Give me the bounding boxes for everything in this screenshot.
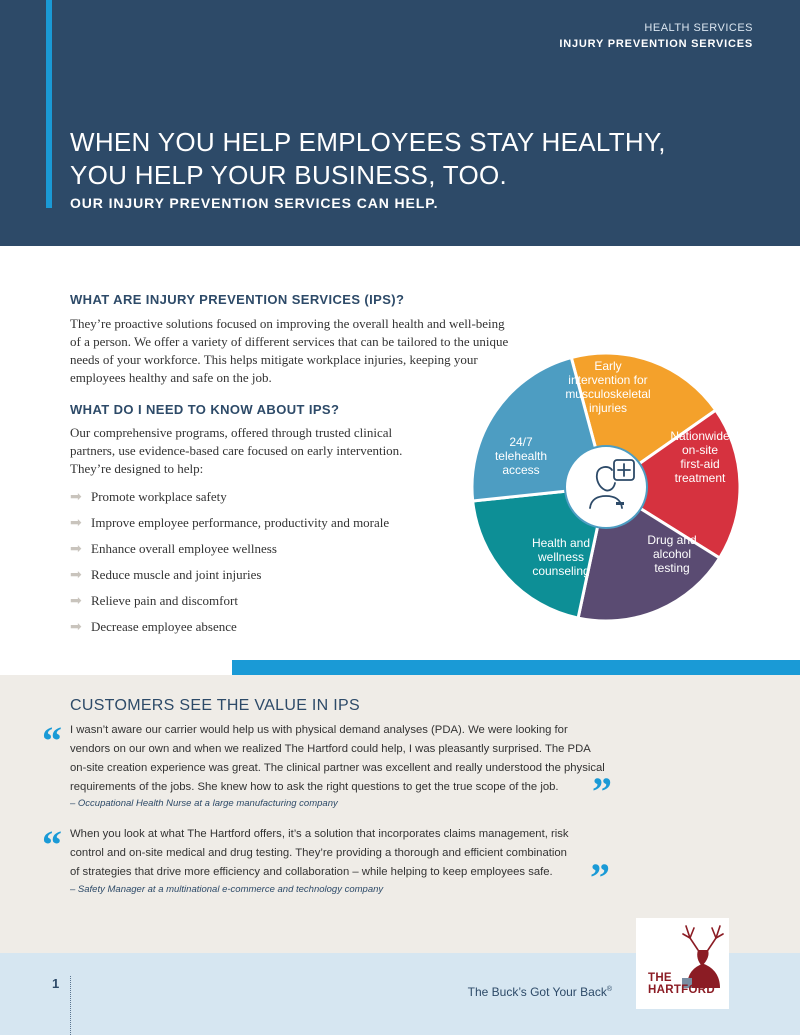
quote-line: on-site creation experience was great. The clinical partner was excellent and really understood the physical [70,762,605,774]
section-heading-what-to-know: WHAT DO I NEED TO KNOW ABOUT IPS? [70,402,340,417]
wheel-segment-label: 24/7 telehealth access [494,435,548,477]
service-label: INJURY PREVENTION SERVICES [559,38,753,50]
body-line: They’re designed to help: [70,461,204,476]
wheel-segment-label: Drug and alcohol testing [647,533,697,575]
list-item: ➡ Promote workplace safety [70,489,227,505]
testimonial-panel [0,675,800,953]
section-heading-what-are: WHAT ARE INJURY PREVENTION SERVICES (IPS)? [70,292,405,307]
logo-wordmark: THE HARTFORD [648,972,715,996]
hartford-logo [636,918,729,1009]
testimonials-heading: CUSTOMERS SEE THE VALUE IN IPS [70,697,360,714]
quote-line: When you look at what The Hartford offers, it’s a solution that incorporates claims management, risk [70,828,569,840]
arrow-right-icon: ➡ [70,567,82,583]
wheel-segment-label: Health and wellness counseling [531,536,591,578]
arrow-right-icon: ➡ [70,593,82,609]
service-wheel [470,350,740,630]
category-label: HEALTH SERVICES [644,22,753,34]
title-line-2: YOU HELP YOUR BUSINESS, TOO. [70,160,508,190]
open-quote-icon: “ [42,718,62,763]
close-quote-icon: ” [592,769,612,814]
hero-banner [0,0,800,246]
section2-body [70,424,402,478]
arrow-right-icon: ➡ [70,489,82,505]
title-line-1: WHEN YOU HELP EMPLOYEES STAY HEALTHY, [70,127,666,157]
testimonial-attribution: – Occupational Health Nurse at a large manufacturing company [70,798,338,809]
quote-line: of strategies that drive more efficiency and collaboration – while helping to keep employees safe. [70,866,553,878]
arrow-right-icon: ➡ [70,619,82,635]
body-line: of a person. We offer a variety of different services that can be tailored to the unique [70,334,509,349]
list-item: ➡ Relieve pain and discomfort [70,593,238,609]
list-item: ➡ Improve employee performance, productivity and morale [70,515,390,531]
page-number: 1 [52,976,60,991]
body-line: needs of your workforce. This helps mitigate workplace injuries, keeping your [70,352,478,367]
quote-line: I wasn’t aware our carrier would help us with physical demand analyses (PDA). We were looking for [70,724,568,736]
quote-line: control and on-site medical and drug testing. They’re providing a thorough and efficient combination [70,847,567,859]
page-divider [70,976,71,1035]
body-line: They’re proactive solutions focused on improving the overall health and well-being [70,316,505,331]
benefit-list [70,484,389,640]
testimonial-quote [70,721,630,797]
body-line: employees healthy and safe on the job. [70,370,272,385]
wheel-segment-label: Early intervention for musculoskeletal injuries [565,359,651,415]
close-quote-icon: ” [590,855,610,900]
testimonial-quote [70,825,630,882]
accent-bar [46,0,52,208]
page-title [70,126,750,192]
open-quote-icon: “ [42,822,62,867]
list-item: ➡ Enhance overall employee wellness [70,541,277,557]
arrow-right-icon: ➡ [70,515,82,531]
page-subtitle: OUR INJURY PREVENTION SERVICES CAN HELP. [70,195,439,211]
section1-body [70,315,508,387]
testimonial-attribution: – Safety Manager at a multinational e-commerce and technology company [70,884,384,895]
wheel-segment-label: Nationwide on-site first-aid treatment [670,429,730,485]
list-item: ➡ Decrease employee absence [70,619,237,635]
quote-line: vendors on our own and when we realized The Hartford could help, I was pleasantly surprised. The PDA [70,743,591,755]
body-line: Our comprehensive programs, offered through trusted clinical [70,425,393,440]
wheel-center [565,446,647,528]
arrow-right-icon: ➡ [70,541,82,557]
body-line: partners, use evidence-based care focused on early intervention. [70,443,403,458]
list-item: ➡ Reduce muscle and joint injuries [70,567,262,583]
brand-tagline: The Buck’s Got Your Back® [467,985,612,999]
quote-line: requirements of the jobs. She knew how to ask the right questions to get the true scope of the job. [70,781,559,793]
accent-stripe [232,660,800,675]
